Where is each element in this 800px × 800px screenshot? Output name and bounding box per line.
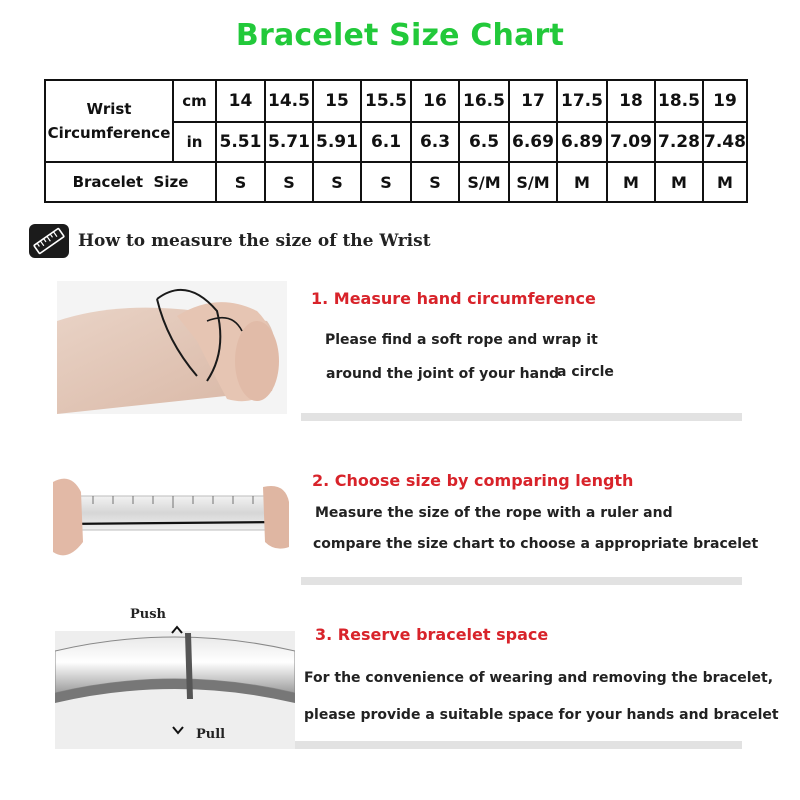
how-to-heading: How to measure the size of the Wrist xyxy=(78,231,431,251)
page-title: Bracelet Size Chart xyxy=(235,18,565,53)
size-cell: S xyxy=(361,162,411,202)
cm-cell: 18 xyxy=(607,80,655,122)
size-cell: S/M xyxy=(459,162,509,202)
up-arrow-icon xyxy=(171,620,183,639)
step-3-line2: please provide a suitable space for your hands and bracelet xyxy=(304,707,779,723)
step-3-line1: For the convenience of wearing and removing the bracelet, xyxy=(304,670,774,686)
in-cell: 6.3 xyxy=(411,122,459,162)
in-cell: 6.89 xyxy=(557,122,607,162)
step-3-title: 3. Reserve bracelet space xyxy=(315,625,549,644)
down-arrow-icon xyxy=(172,720,184,739)
cm-cell: 19 xyxy=(703,80,747,122)
unit-cm: cm xyxy=(173,80,216,122)
size-cell: S xyxy=(411,162,459,202)
separator xyxy=(295,741,742,749)
cm-cell: 18.5 xyxy=(655,80,703,122)
step-1-line2a: around the joint of your hand xyxy=(326,366,560,382)
in-cell: 6.69 xyxy=(509,122,557,162)
cm-cell: 15 xyxy=(313,80,361,122)
in-cell: 6.5 xyxy=(459,122,509,162)
cm-cell: 14.5 xyxy=(265,80,313,122)
bracelet-size-row xyxy=(45,162,747,202)
step-1-line1: Please find a soft rope and wrap it xyxy=(325,332,598,348)
cm-cell: 16.5 xyxy=(459,80,509,122)
size-cell: M xyxy=(557,162,607,202)
in-cell: 6.1 xyxy=(361,122,411,162)
separator xyxy=(301,413,742,421)
cm-cell: 16 xyxy=(411,80,459,122)
cm-cell: 17 xyxy=(509,80,557,122)
step-2-title: 2. Choose size by comparing length xyxy=(312,471,634,490)
wrist-circumference-label xyxy=(45,80,173,162)
step-1-line2b: a circle xyxy=(557,364,614,380)
in-cell: 5.51 xyxy=(216,122,265,162)
in-cell: 7.28 xyxy=(655,122,703,162)
unit-in: in xyxy=(173,122,216,162)
step-1-title: 1. Measure hand circumference xyxy=(311,289,596,308)
cm-row xyxy=(45,80,747,122)
step-2-line2: compare the size chart to choose a appropriate bracelet xyxy=(313,536,759,552)
step-2-line1: Measure the size of the rope with a ruler and xyxy=(315,505,673,521)
size-cell: S/M xyxy=(509,162,557,202)
in-cell: 5.71 xyxy=(265,122,313,162)
size-cell: S xyxy=(216,162,265,202)
size-cell: S xyxy=(265,162,313,202)
ruler-icon xyxy=(29,224,69,258)
pull-label: Pull xyxy=(196,727,226,742)
wrist-label-line1: Wrist xyxy=(86,100,132,118)
in-cell: 7.09 xyxy=(607,122,655,162)
in-cell: 7.48 xyxy=(703,122,747,162)
wrist-wrap-photo xyxy=(57,281,287,414)
size-chart-table xyxy=(44,79,748,203)
size-cell: S xyxy=(313,162,361,202)
bracelet-size-label: Bracelet Size xyxy=(45,162,216,202)
cm-cell: 14 xyxy=(216,80,265,122)
wrist-label-line2: Circumference xyxy=(47,124,171,142)
cm-cell: 17.5 xyxy=(557,80,607,122)
size-cell: M xyxy=(607,162,655,202)
size-cell: M xyxy=(655,162,703,202)
size-cell: M xyxy=(703,162,747,202)
cm-cell: 15.5 xyxy=(361,80,411,122)
separator xyxy=(301,577,742,585)
push-label: Push xyxy=(130,607,166,622)
in-cell: 5.91 xyxy=(313,122,361,162)
ruler-measure-photo xyxy=(53,452,289,582)
